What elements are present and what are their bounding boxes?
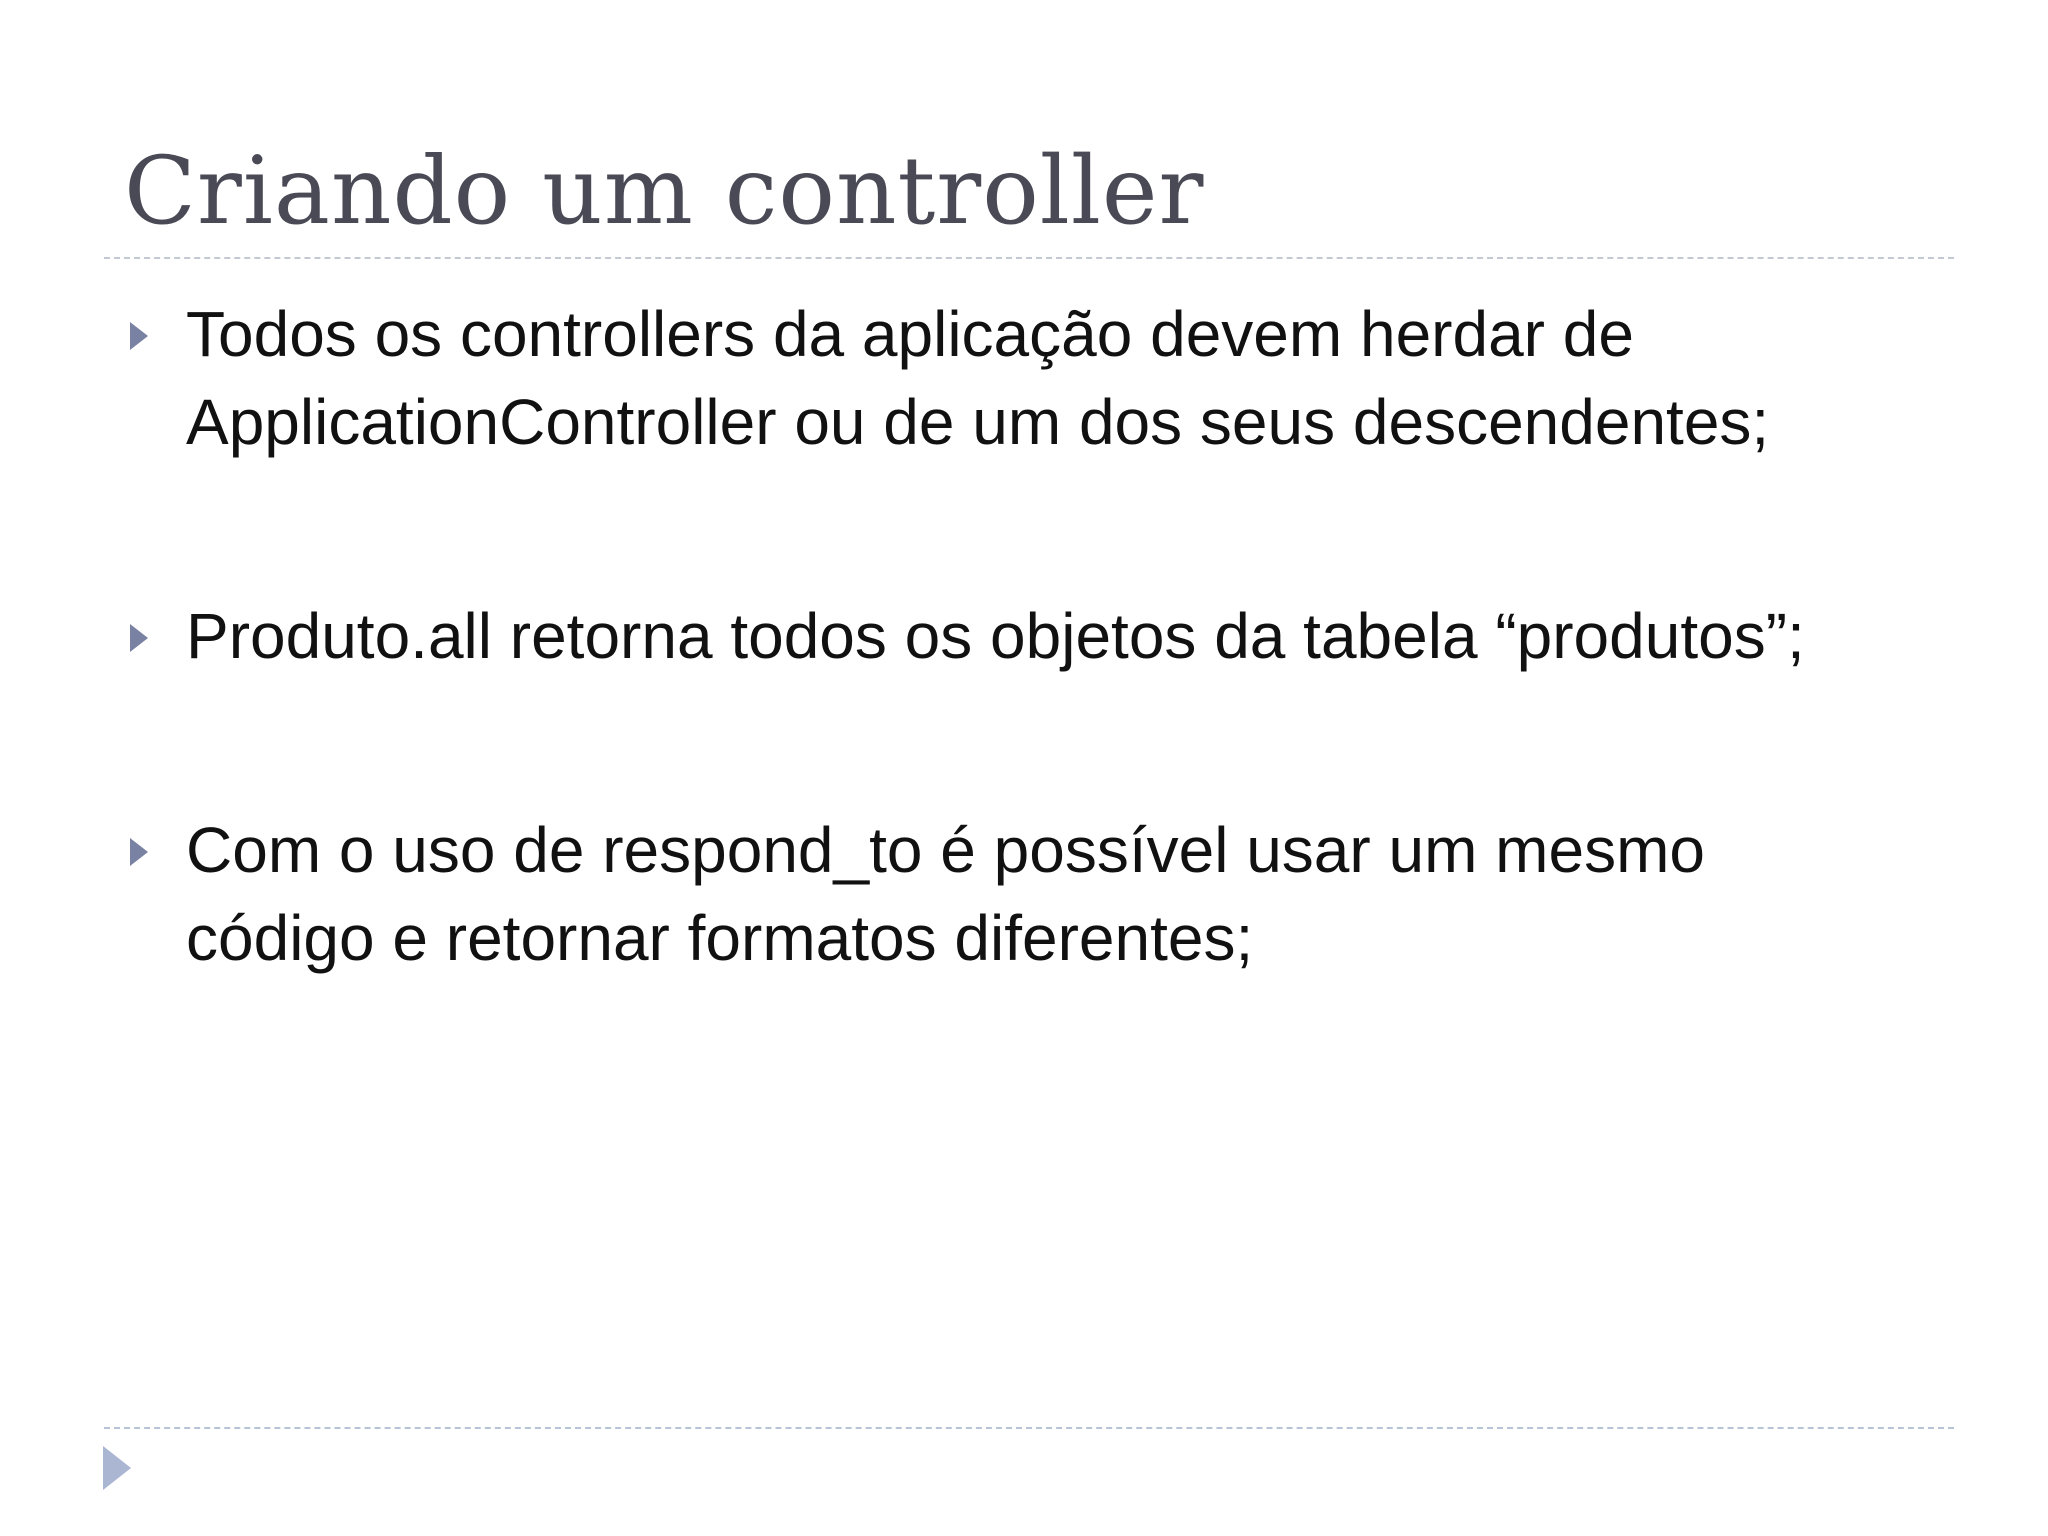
title-divider	[104, 257, 1954, 259]
bullet-item	[124, 806, 1904, 982]
bullet-text: Produto.all retorna todos os objetos da tabela “produtos”;	[186, 600, 1805, 672]
bullet-item	[124, 592, 1904, 680]
bullet-list	[124, 290, 1904, 1108]
corner-triangle-icon	[103, 1446, 131, 1490]
bullet-triangle-icon	[130, 838, 148, 866]
bullet-item	[124, 290, 1904, 466]
bullet-text: Todos os controllers da aplicação devem herdar de ApplicationController ou de um dos seus descendentes;	[186, 298, 1770, 458]
bullet-text: Com o uso de respond_to é possível usar um mesmo código e retornar formatos diferentes;	[186, 814, 1705, 974]
bullet-triangle-icon	[130, 322, 148, 350]
footer-divider	[104, 1427, 1954, 1429]
slide-title: Criando um controller	[124, 137, 1205, 246]
bullet-triangle-icon	[130, 624, 148, 652]
